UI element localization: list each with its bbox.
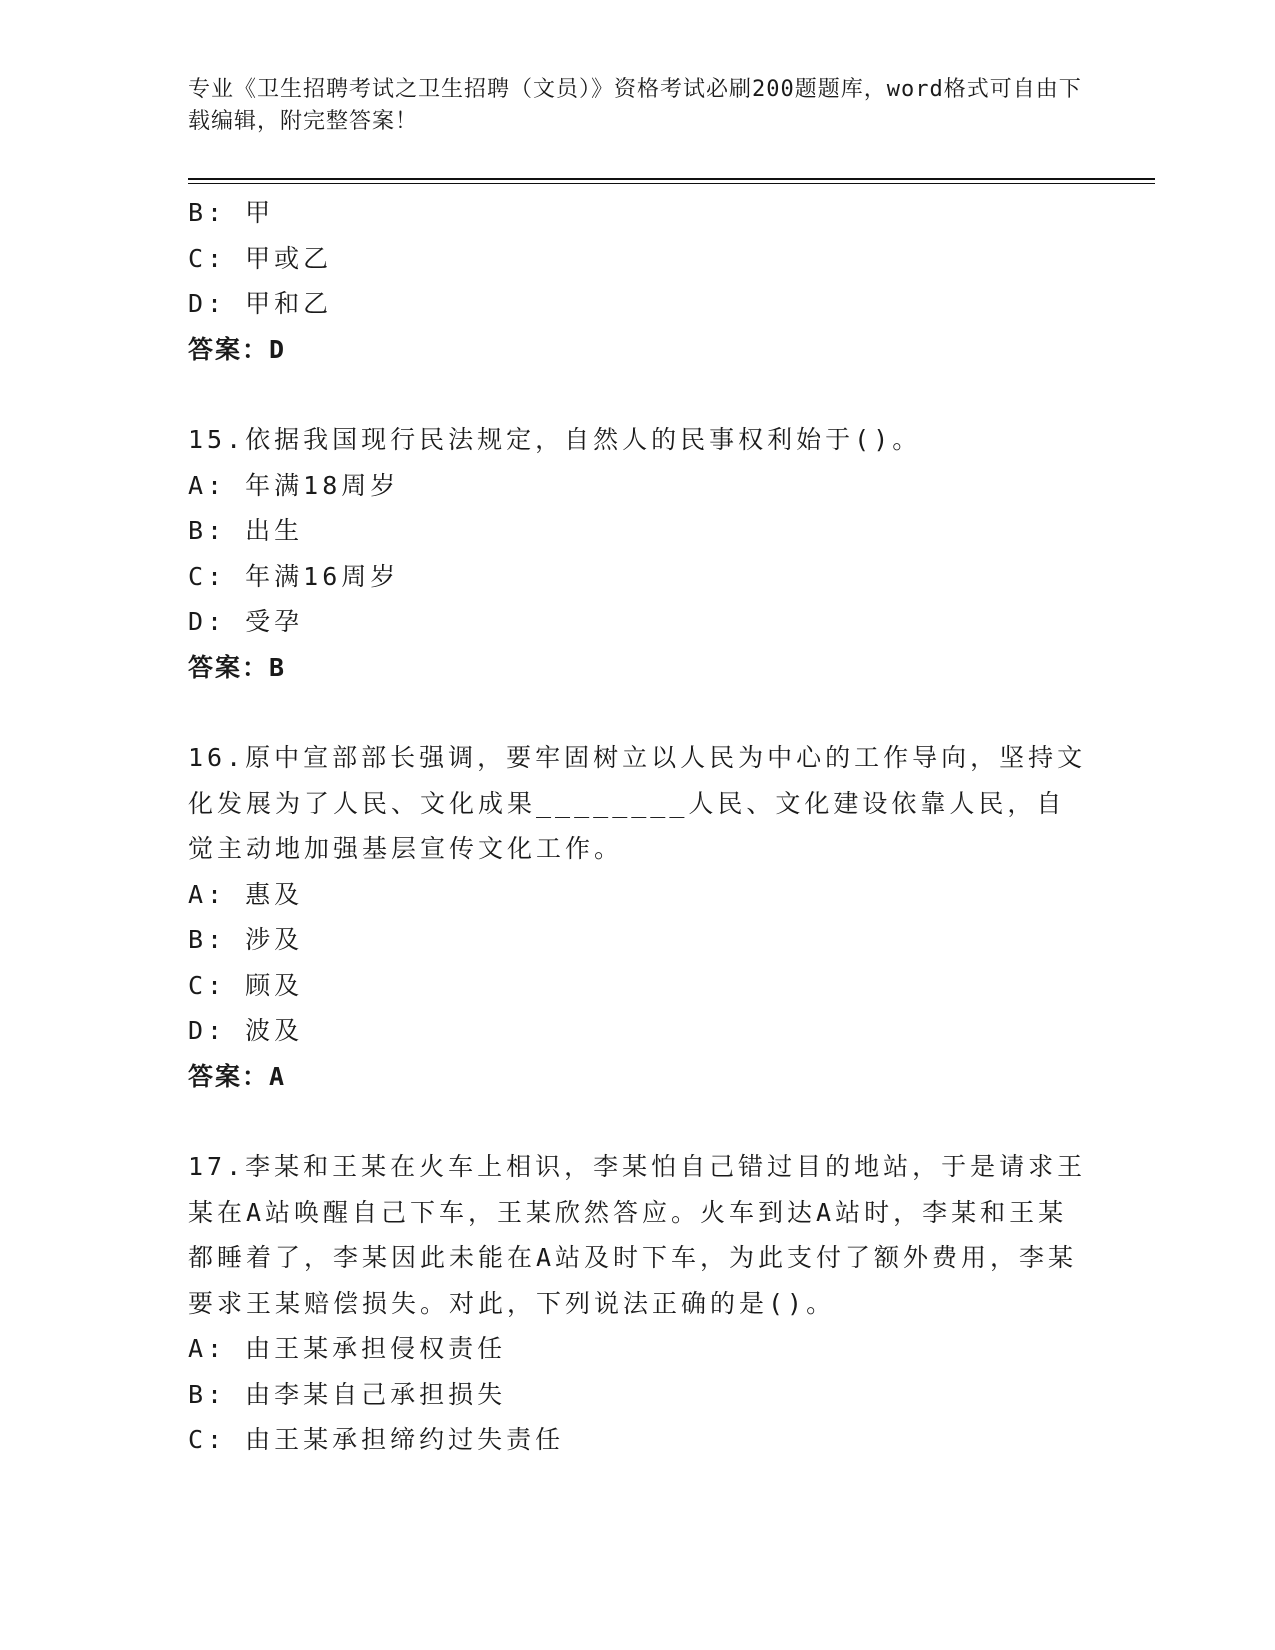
answer-line: 答案：A: [188, 1061, 287, 1091]
option-b: B: 甲: [188, 198, 275, 227]
question-text: 17.李某和王某在火车上相识，李某怕自己错过目的地站，于是请求王某在A站唤醒自己下车，王某欣然答应。火车到达A站时，李某和王某都睡着了，李某因此未能在A站及时下车，为此支付了额外费用，李某要求王某赔偿损失。对此，下列说法正确的是()。: [188, 1152, 1087, 1318]
option-a: A: 年满18周岁: [188, 470, 400, 500]
question-block-14: [188, 190, 1088, 372]
option-d: D: 受孕: [188, 607, 304, 636]
question-block-16: [188, 735, 1088, 1099]
option-b: B: 由李某自己承担损失: [188, 1379, 507, 1409]
answer-line: 答案：B: [188, 652, 287, 682]
spacer: [188, 372, 1088, 417]
option-d: D: 波及: [188, 1016, 304, 1045]
option-d: D: 甲和乙: [188, 289, 333, 318]
question-block-17: [188, 1144, 1088, 1463]
option-a: A: 由王某承担侵权责任: [188, 1334, 507, 1363]
option-a: A: 惠及: [188, 879, 304, 909]
document-body: [188, 190, 1088, 1463]
option-c: C: 甲或乙: [188, 243, 333, 273]
header-divider-thin: [188, 183, 1155, 184]
header-divider-thick: [188, 178, 1155, 180]
spacer: [188, 1099, 1088, 1144]
question-text: 15.依据我国现行民法规定，自然人的民事权利始于()。: [188, 425, 922, 454]
question-block-15: [188, 417, 1088, 690]
spacer: [188, 690, 1088, 735]
question-text: 16.原中宣部部长强调，要牢固树立以人民为中心的工作导向，坚持文化发展为了人民、文化成果________人民、文化建设依靠人民，自觉主动地加强基层宣传文化工作。: [188, 743, 1087, 863]
option-c: C: 顾及: [188, 970, 304, 1000]
option-c: C: 由王某承担缔约过失责任: [188, 1425, 565, 1454]
answer-line: 答案：D: [188, 334, 287, 364]
document-header: 专业《卫生招聘考试之卫生招聘（文员）》资格考试必刷200题题库，word格式可自由下载编辑，附完整答案！: [188, 77, 1082, 134]
option-c: C: 年满16周岁: [188, 561, 400, 591]
option-b: B: 出生: [188, 516, 304, 545]
option-b: B: 涉及: [188, 925, 304, 954]
